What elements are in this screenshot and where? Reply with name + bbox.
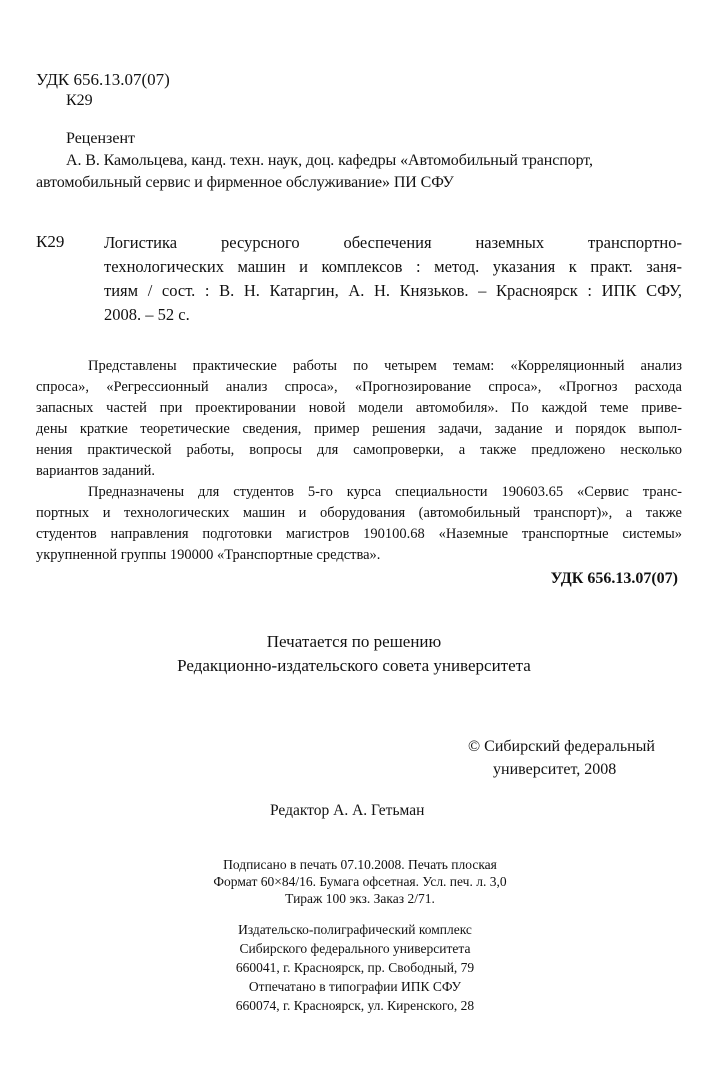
print-info-line: Подписано в печать 07.10.2008. Печать плоская [223, 857, 497, 872]
annotation-line: укрупненной группы 190000 «Транспортные средства». [36, 547, 381, 563]
reviewer-line-2: автомобильный сервис и фирменное обслуживание» ПИ СФУ [36, 174, 454, 191]
reviewer-label: Рецензент [66, 130, 135, 147]
reviewer-line-1: А. В. Камольцева, канд. техн. наук, доц. кафедры «Автомобильный транспорт, [66, 152, 593, 169]
publisher-info [180, 920, 530, 1015]
editor-credit: Редактор А. А. Гетьман [270, 802, 425, 819]
annotation-line: портных и технологических машин и оборудования (автомобильный транспорт)», а также [36, 505, 682, 521]
print-info-line: Тираж 100 экз. Заказ 2/71. [285, 891, 435, 906]
copyright-line-1: © Сибирский федеральный [468, 738, 655, 755]
annotation-line: студентов направления подготовки магистров 190100.68 «Наземные транспортные системы» [36, 526, 682, 542]
publisher-line: Издательско-полиграфический комплекс [238, 922, 472, 937]
k-code-top: К29 [66, 92, 93, 109]
annotation-line: спроса», «Регрессионный анализ спроса», «Прогнозирование спроса», «Прогноз расхода [36, 379, 682, 395]
publisher-line: Сибирского федерального университета [239, 941, 471, 956]
udk-code-top: УДК 656.13.07(07) [36, 70, 170, 89]
copyright-line-2: университет, 2008 [493, 761, 617, 778]
annotation-line: дены краткие теоретические сведения, пример решения задачи, задание и порядок выпол- [36, 421, 682, 437]
bibliographic-line: тиям / сост. : В. Н. Катаргин, А. Н. Князьков. – Красноярск : ИПК СФУ, [104, 281, 682, 300]
annotation-text [36, 356, 682, 566]
annotation-line: Предназначены для студентов 5-го курса специальности 190603.65 «Сервис транс- [88, 484, 682, 500]
udk-code-bottom: УДК 656.13.07(07) [550, 570, 678, 587]
print-decision-line-1: Печатается по решению [266, 632, 442, 651]
publisher-line: 660074, г. Красноярск, ул. Киренского, 28 [235, 998, 475, 1013]
publisher-line: 660041, г. Красноярск, пр. Свободный, 79 [235, 960, 475, 975]
bibliographic-code: К29 [36, 232, 65, 251]
annotation-line: нения практической работы, вопросы для самопроверки, а также предложено несколько [36, 442, 682, 458]
bibliographic-line: технологических машин и комплексов : метод. указания к практ. заня- [104, 257, 682, 276]
annotation-line: запасных частей при проектировании новой модели автомобиля». По каждой теме приве- [36, 400, 682, 416]
print-info-line: Формат 60×84/16. Бумага офсетная. Усл. печ. л. 3,0 [213, 874, 507, 889]
annotation-line: Представлены практические работы по четырем темам: «Корреляционный анализ [88, 358, 682, 374]
bibliographic-entry [104, 231, 682, 327]
bibliographic-line: Логистика ресурсного обеспечения наземных транспортно- [104, 233, 682, 252]
print-decision-line-2: Редакционно-издательского совета университета [177, 656, 531, 675]
print-info [180, 856, 540, 907]
annotation-line: вариантов заданий. [36, 463, 156, 479]
bibliographic-line: 2008. – 52 с. [104, 305, 190, 324]
publisher-line: Отпечатано в типографии ИПК СФУ [248, 979, 462, 994]
